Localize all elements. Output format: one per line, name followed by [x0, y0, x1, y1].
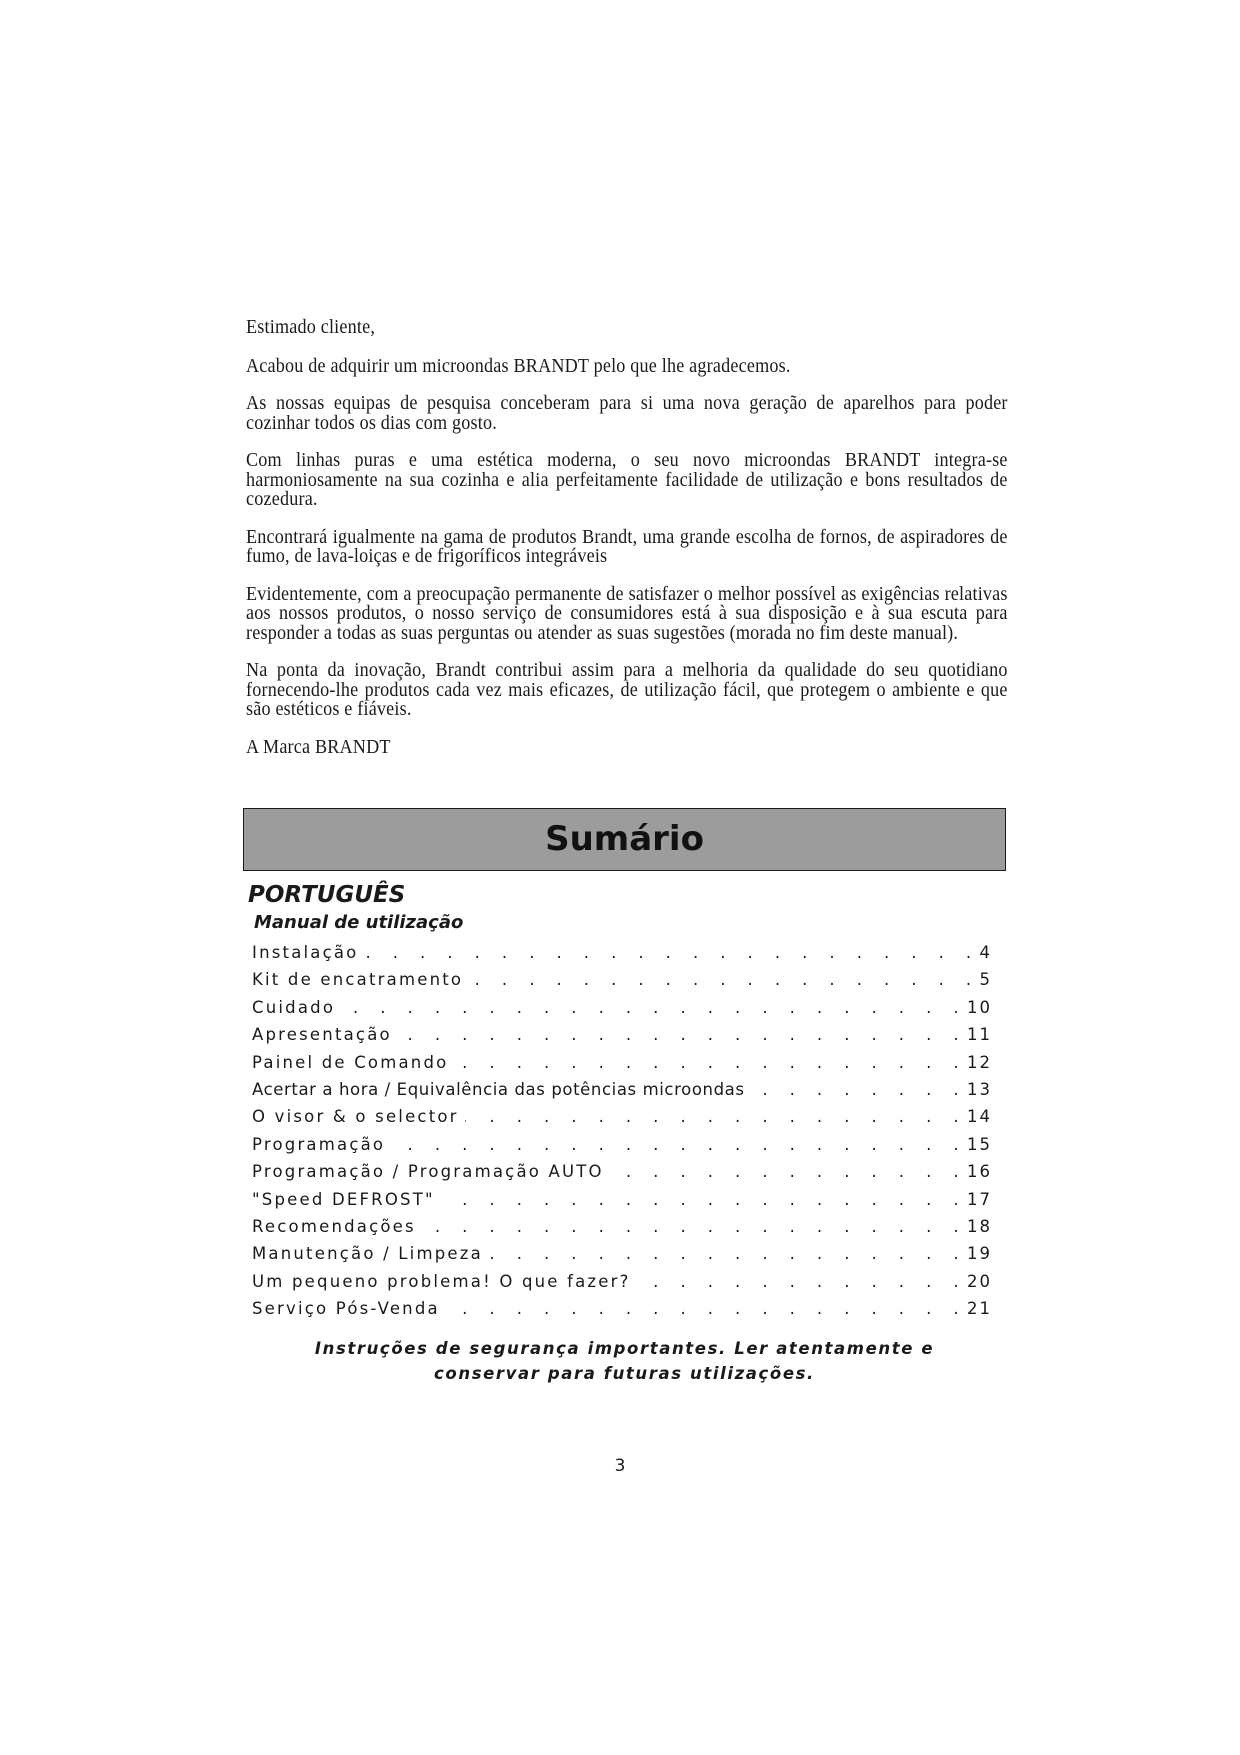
toc-entry[interactable] [252, 1021, 992, 1048]
toc-entry-title: Manutenção / Limpeza [252, 1244, 483, 1264]
toc-entry-page: 16 [967, 1162, 992, 1182]
safety-notice-line: Instruções de segurança importantes. Ler atentamente e [314, 1339, 935, 1358]
toc-entry[interactable] [252, 939, 992, 966]
toc-entry-page: 21 [967, 1299, 992, 1319]
toc-entry-page: 12 [967, 1052, 992, 1072]
letter-greeting: Estimado cliente, [246, 317, 376, 338]
toc-leader [441, 1186, 967, 1213]
letter-paragraph: Acabou de adquirir um microondas BRANDT pelo que lhe agradecemos. [246, 355, 791, 377]
toc-entry-page: 4 [979, 943, 992, 962]
toc-entry[interactable] [252, 1240, 992, 1267]
letter-paragraph: Na ponta da inovação, Brandt contribui assim para a melhoria da qualidade do seu quotidiano fornecendo-lhe produtos cada vez mais eficazes, de utilização fácil, que protegem o ambiente e que são estéticos e fiáveis. [246, 660, 1008, 720]
safety-notice-line: conservar para futuras utilizações. [434, 1364, 815, 1383]
toc-leader [489, 1240, 967, 1267]
letter-paragraph: Encontrará igualmente na gama de produtos Brandt, uma grande escolha de fornos, de aspiradores de fumo, de lava-loiças e de frigoríficos integráveis [246, 526, 1008, 567]
toc-leader [422, 1213, 967, 1240]
safety-notice [243, 1336, 1006, 1386]
toc-leader [341, 994, 967, 1021]
welcome-letter [246, 318, 1008, 775]
toc-entry[interactable] [252, 1186, 992, 1213]
toc-entry-page: 18 [967, 1216, 992, 1236]
toc-entry[interactable] [252, 1268, 992, 1295]
letter-paragraph: Com linhas puras e uma estética moderna, o seu novo microondas BRANDT integra-se harmoniosamente na sua cozinha e alia perfeitamente facilidade de utilização e bons resultados de cozedura. [246, 450, 1008, 510]
table-of-contents [252, 939, 992, 1322]
toc-entry[interactable] [252, 1131, 992, 1158]
toc-leader [610, 1158, 967, 1185]
toc-entry-title: Painel de Comando [252, 1052, 449, 1072]
toc-entry[interactable] [252, 1103, 992, 1130]
toc-entry-page: 15 [967, 1134, 992, 1154]
letter-paragraph: Evidentemente, com a preocupação permanente de satisfazer o melhor possível as exigências relativas aos nossos produtos, o nosso serviço de consumidores está à sua disposição e à sua escuta para responder a todas as suas perguntas ou atender as suas sugestões (morada no fim deste manual). [246, 583, 1008, 644]
toc-leader [391, 1131, 967, 1158]
toc-leader [751, 1076, 967, 1103]
manual-subheading: Manual de utilização [254, 912, 464, 933]
toc-leader [364, 939, 979, 966]
toc-entry-page: 14 [967, 1107, 992, 1127]
toc-entry[interactable] [252, 994, 992, 1021]
toc-entry-title: Programação [252, 1134, 386, 1154]
toc-entry[interactable] [252, 1295, 992, 1322]
page-number: 3 [614, 1456, 626, 1476]
summary-title: Sumário [545, 819, 704, 859]
toc-entry-page: 5 [979, 970, 992, 990]
toc-entry-title: Serviço Pós-Venda [252, 1299, 440, 1319]
toc-leader [398, 1021, 967, 1048]
toc-entry-title: Apresentação [252, 1025, 392, 1045]
toc-entry-page: 19 [967, 1244, 992, 1264]
toc-entry[interactable] [252, 1076, 992, 1103]
toc-entry-page: 11 [967, 1025, 992, 1045]
toc-entry[interactable] [252, 1049, 992, 1076]
toc-leader [469, 966, 979, 993]
summary-header-box [243, 808, 1006, 871]
letter-signature: A Marca BRANDT [246, 736, 391, 758]
toc-entry-title: "Speed DEFROST" [252, 1189, 435, 1209]
toc-leader [637, 1268, 967, 1295]
toc-leader [446, 1295, 967, 1322]
toc-entry[interactable] [252, 1158, 992, 1185]
toc-entry-title: Kit de encatramento [252, 970, 464, 990]
letter-paragraph: As nossas equipas de pesquisa conceberam para si uma nova geração de aparelhos para poder cozinhar todos os dias com gosto. [246, 393, 1008, 434]
toc-entry-page: 10 [967, 997, 992, 1017]
toc-entry-title: Instalação [252, 943, 359, 962]
toc-entry-title: Programação / Programação AUTO [252, 1162, 604, 1182]
toc-entry-title: Acertar a hora / Equivalência das potências microondas [252, 1079, 745, 1099]
toc-entry[interactable] [252, 966, 992, 993]
toc-entry-page: 13 [967, 1079, 992, 1099]
toc-entry[interactable] [252, 1213, 992, 1240]
language-heading: PORTUGUÊS [248, 882, 406, 908]
toc-leader [454, 1049, 967, 1076]
toc-entry-page: 20 [967, 1271, 992, 1291]
toc-entry-title: Recomendações [252, 1216, 416, 1236]
toc-entry-title: Cuidado [252, 997, 336, 1017]
toc-entry-title: Um pequeno problema! O que fazer? [252, 1271, 631, 1291]
toc-entry-page: 17 [967, 1189, 992, 1209]
toc-leader [465, 1103, 967, 1130]
toc-entry-title: O visor & o selector [252, 1107, 459, 1127]
